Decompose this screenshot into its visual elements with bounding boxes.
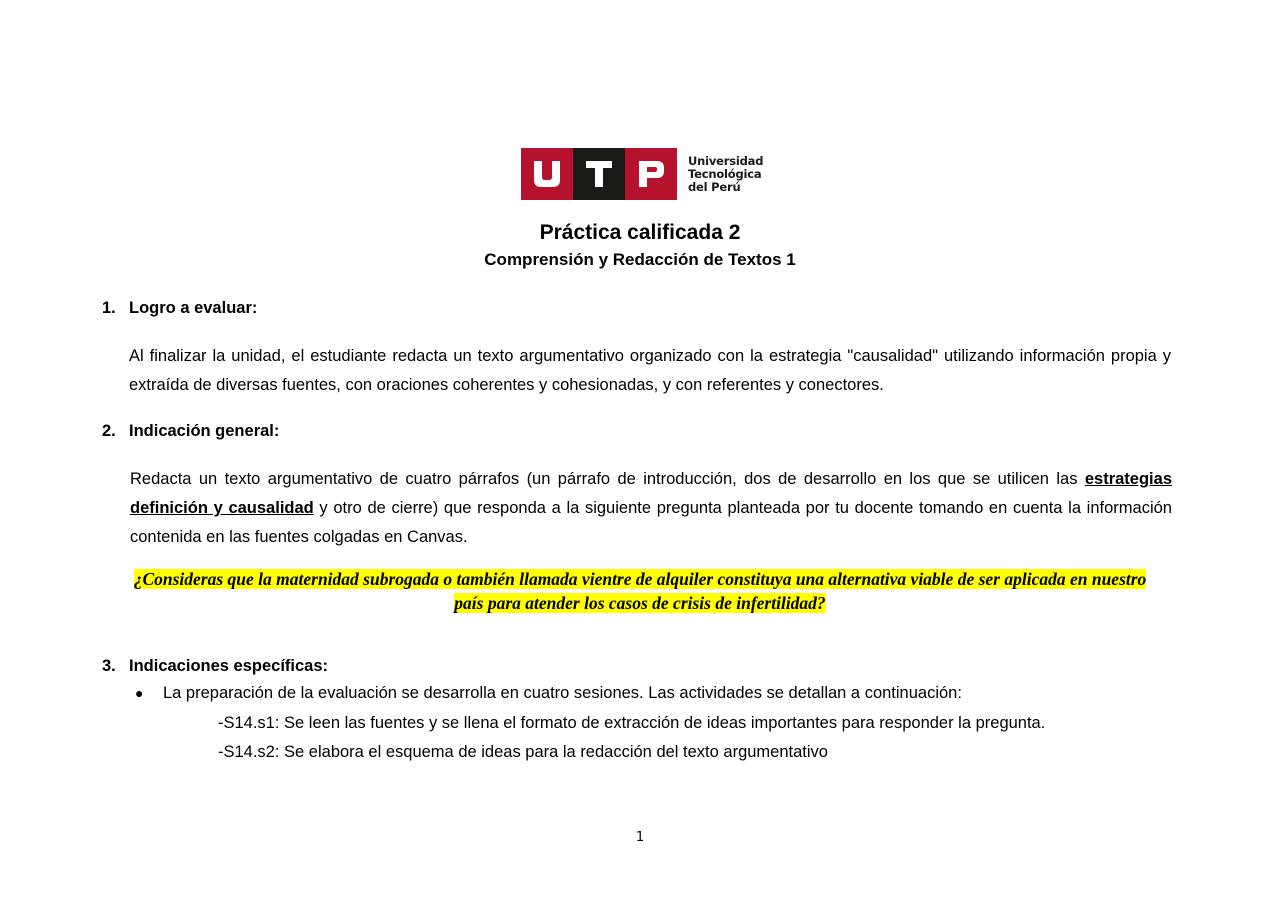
section-1-paragraph: Al finalizar la unidad, el estudiante redacta un texto argumentativo organizado con la estrategia "causalidad" utilizando información propia y extraída de diversas fuentes, con oraciones coherentes y cohesionadas, y con referentes y conectores. <box>129 347 1171 394</box>
bullet-item <box>135 684 962 703</box>
section-number: 2. <box>102 422 116 440</box>
section-title: Logro a evaluar: <box>129 299 258 317</box>
logo-name-line: del Perú <box>688 179 741 194</box>
page-number: 1 <box>635 830 645 845</box>
section-number: 3. <box>102 657 116 675</box>
bullet-text: La preparación de la evaluación se desarrolla en cuatro sesiones. Las actividades se detallan a continuación: <box>163 684 962 702</box>
section-title: Indicación general: <box>129 422 280 440</box>
logo-name-line: Tecnológica <box>688 166 762 181</box>
paragraph-text: Redacta un texto argumentativo de cuatro párrafos (un párrafo de introducción, dos de desarrollo en los que se utilicen las <box>130 470 1085 488</box>
logo-university-name <box>688 155 763 194</box>
section-title: Indicaciones específicas: <box>129 657 329 675</box>
section-number: 1. <box>102 299 116 317</box>
section-heading-3 <box>102 657 328 676</box>
document-subtitle: Comprensión y Redacción de Textos 1 <box>484 250 796 269</box>
emphasized-strategies: estrategias definición y causalidad <box>130 470 1172 517</box>
paragraph-text: y otro de cierre) que responda a la siguiente pregunta planteada por tu docente tomando en cuenta la información contenida en las fuentes colgadas en Canvas. <box>130 499 1172 546</box>
question-line: ¿Consideras que la maternidad subrogada o también llamada vientre de alquiler constituya una alternativa viable de ser aplicada en nuestro <box>133 569 1147 589</box>
logo-name-line: Universidad <box>688 153 764 168</box>
logo-block-t <box>573 148 625 200</box>
logo-letter-t <box>584 159 614 189</box>
question-line: país para atender los casos de crisis de infertilidad? <box>454 593 826 613</box>
highlighted-question <box>100 567 1180 615</box>
bullet-icon: ● <box>135 685 144 701</box>
session-item-s2: -S14.s2: Se elabora el esquema de ideas para la redacción del texto argumentativo <box>218 743 828 761</box>
section-2-paragraph <box>130 465 1172 552</box>
section-heading-1 <box>102 299 257 318</box>
logo-block-p <box>625 148 677 200</box>
logo-block-u <box>521 148 573 200</box>
utp-logo <box>521 148 763 200</box>
session-item-s1: -S14.s1: Se leen las fuentes y se llena el formato de extracción de ideas importantes para responder la pregunta. <box>218 714 1046 732</box>
logo-letter-u <box>532 159 562 189</box>
document-title: Práctica calificada 2 <box>539 221 741 244</box>
logo-letter-p <box>636 159 666 189</box>
section-heading-2 <box>102 422 279 441</box>
